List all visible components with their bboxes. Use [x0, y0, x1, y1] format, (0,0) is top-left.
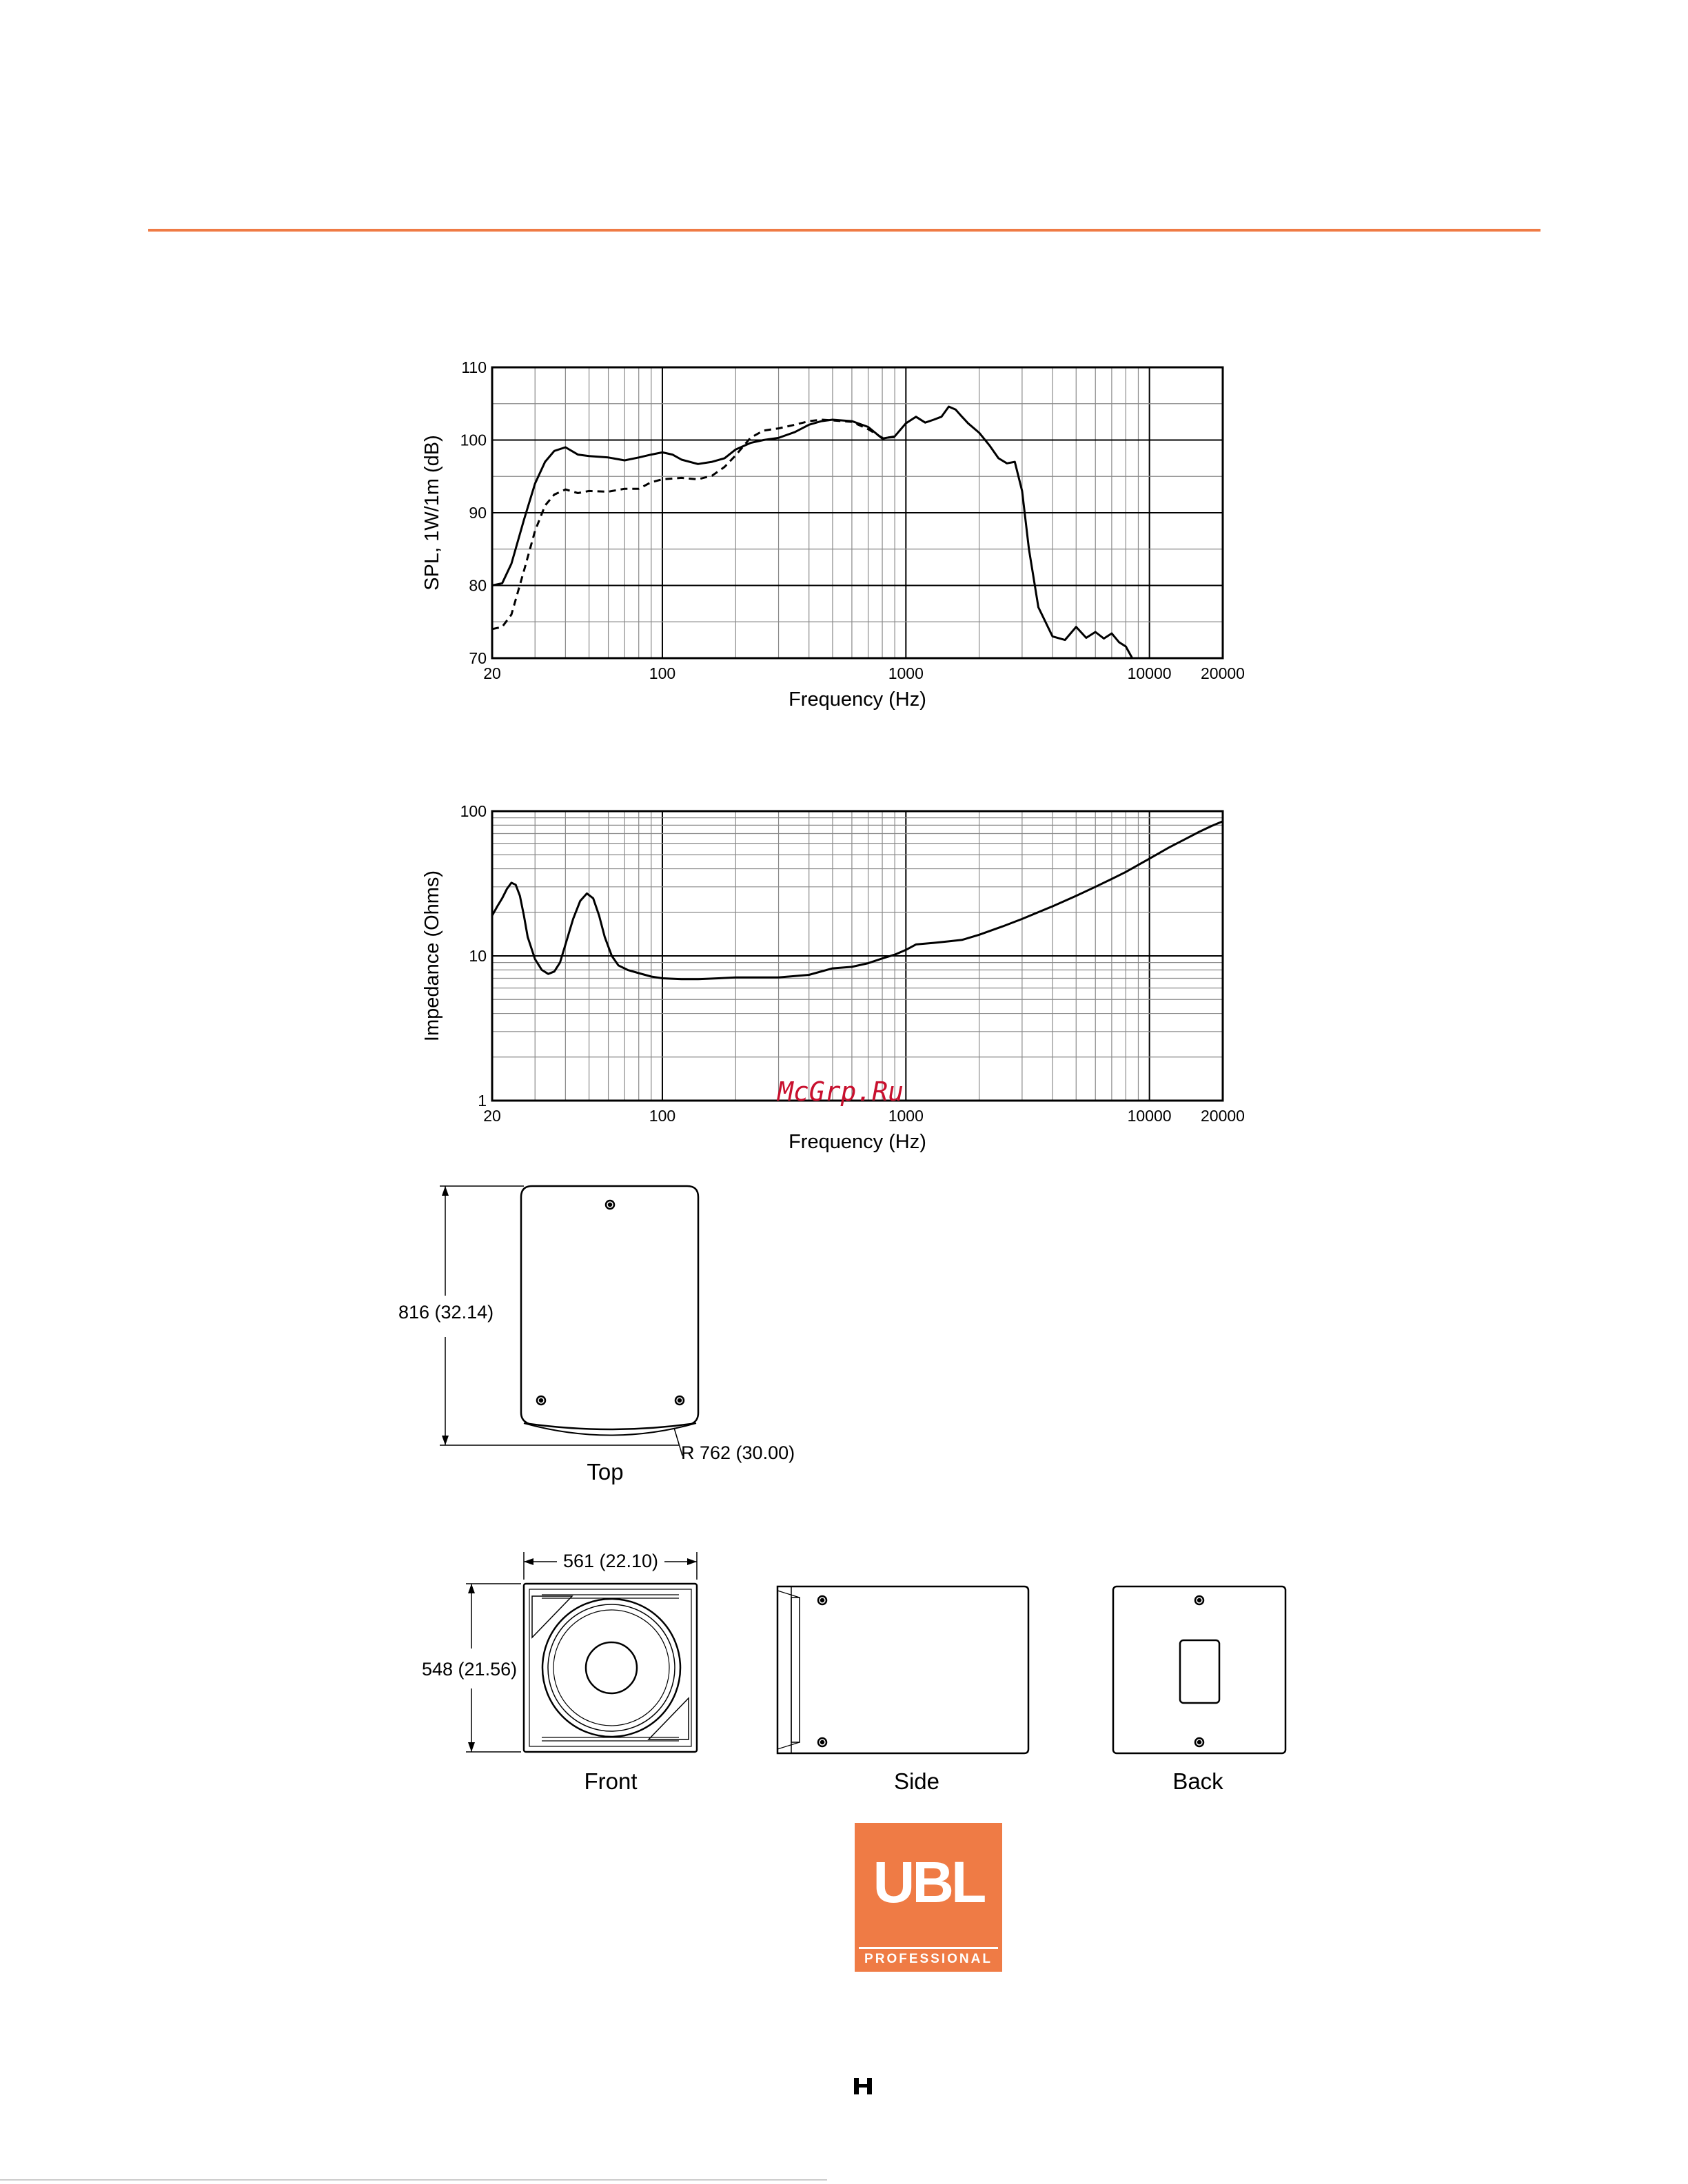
- y-tick-label: 110: [461, 358, 487, 376]
- x-tick-label: 10000: [1127, 1107, 1172, 1125]
- x-tick-label: 1000: [888, 1107, 924, 1125]
- side-view-caption: Side: [893, 1768, 940, 1794]
- logo-mark: UBL: [873, 1850, 984, 1915]
- back-view-caption: Back: [1172, 1768, 1223, 1794]
- x-tick-label: 20000: [1201, 1107, 1245, 1125]
- front-view-caption: Front: [584, 1768, 638, 1794]
- y-axis-label: SPL, 1W/1m (dB): [421, 435, 443, 591]
- top-height-dimension: 816 (32.14): [398, 1302, 494, 1323]
- front-view-drawing: [524, 1584, 697, 1752]
- back-view-drawing: [1113, 1586, 1285, 1753]
- y-axis-label: Impedance (Ohms): [421, 870, 443, 1042]
- y-tick-label: 80: [469, 576, 487, 595]
- x-tick-label: 20000: [1201, 664, 1245, 682]
- logo-subtitle: PROFESSIONAL: [859, 1947, 998, 1970]
- y-tick-label: 70: [469, 649, 487, 667]
- y-tick-label: 100: [460, 802, 487, 820]
- series-line-dashed: [492, 420, 895, 629]
- front-height-dimension: 548 (21.56): [422, 1659, 518, 1680]
- x-tick-label: 10000: [1127, 664, 1172, 682]
- series-line-solid: [492, 407, 1132, 658]
- x-tick-label: 20: [483, 1107, 501, 1125]
- y-tick-label: 100: [460, 431, 487, 449]
- y-tick-label: 90: [469, 504, 487, 522]
- y-tick-label: 1: [478, 1092, 487, 1110]
- y-tick-label: 10: [469, 947, 487, 965]
- h-glyph-icon: [853, 2077, 873, 2095]
- side-view-drawing: [777, 1586, 1028, 1753]
- x-tick-label: 20: [483, 664, 501, 682]
- front-width-dimension: 561 (22.10): [562, 1551, 659, 1571]
- x-tick-label: 1000: [888, 664, 924, 682]
- x-axis-label: Frequency (Hz): [789, 1131, 926, 1153]
- footer-rule: [0, 2179, 827, 2181]
- frequency-response-chart: [421, 358, 1245, 711]
- jbl-logo: [855, 1823, 1002, 1972]
- x-axis-label: Frequency (Hz): [789, 688, 926, 711]
- top-view-caption: Top: [587, 1459, 624, 1484]
- top-radius-dimension: R 762 (30.00): [681, 1442, 795, 1463]
- x-tick-label: 100: [649, 664, 676, 682]
- front-dimensions: [466, 1552, 697, 1752]
- watermark: McGrp.Ru: [777, 1076, 904, 1107]
- x-tick-label: 100: [649, 1107, 676, 1125]
